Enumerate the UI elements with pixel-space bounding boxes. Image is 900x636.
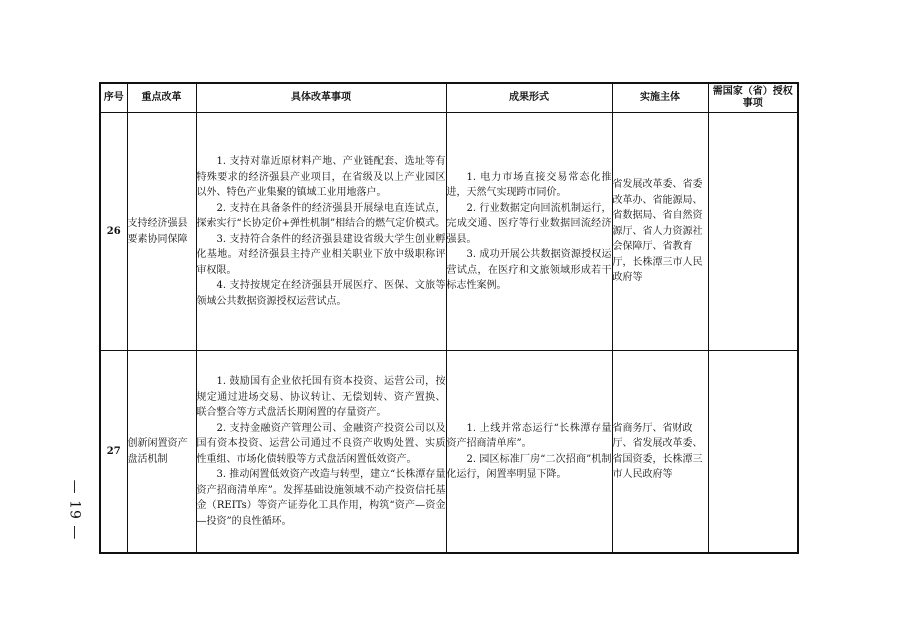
row-reform: 支持经济强县要素协同保障 — [127, 113, 196, 351]
header-body: 实施主体 — [612, 83, 708, 113]
row-body: 省商务厅、省财政厅、省发展改革委、省国资委，长株潭三市人民政府等 — [612, 351, 708, 554]
row-approval — [708, 113, 798, 351]
row-index: 27 — [100, 351, 127, 554]
header-details: 具体改革事项 — [196, 83, 446, 113]
header-results: 成果形式 — [446, 83, 612, 113]
table-row — [100, 113, 798, 351]
table-row — [100, 351, 798, 554]
row-details — [196, 351, 446, 554]
header-approval: 需国家（省）授权事项 — [708, 83, 798, 113]
row-approval — [708, 351, 798, 554]
reform-table — [99, 82, 799, 554]
detail-item: 2. 支持在具备条件的经济强县开展绿电直连试点，探索实行“长协定价+弹性机制”相结合的燃气定价模式。 — [196, 202, 446, 229]
page-number: — 19 — — [66, 479, 82, 541]
row-results — [446, 351, 612, 554]
header-index: 序号 — [100, 83, 127, 113]
row-reform: 创新闲置资产盘活机制 — [127, 351, 196, 554]
detail-item: 1. 鼓励国有企业依托国有资本投资、运营公司，按规定通过进场交易、协议转让、无偿划转、资产置换、联合整合等方式盘活长期闲置的存量资产。 — [196, 376, 446, 418]
row-details — [196, 113, 446, 351]
header-reform: 重点改革 — [127, 83, 196, 113]
row-index: 26 — [100, 113, 127, 351]
result-item: 2. 园区标准厂房“二次招商”机制化运行，闲置率明显下降。 — [446, 453, 612, 480]
detail-item: 3. 推动闲置低效资产改造与转型，建立“长株潭存量资产招商清单库”。发挥基础设施领域不动产投资信托基金（REITs）等资产证券化工具作用，构筑“资产—资金—投资”的良性循环。 — [196, 469, 446, 527]
table-header-row — [100, 83, 798, 113]
result-item: 2. 行业数据定向回流机制运行，完成交通、医疗等行业数据回流经济强县。 — [446, 202, 612, 245]
detail-item: 4. 支持按规定在经济强县开展医疗、医保、文旅等领域公共数据资源授权运营试点。 — [196, 280, 446, 307]
result-item: 3. 成功开展公共数据资源授权运营试点，在医疗和文旅领域形成若干标志性案例。 — [446, 249, 612, 291]
result-item: 1. 上线并常态运行“长株潭存量资产招商清单库”。 — [446, 422, 612, 449]
detail-item: 3. 支持符合条件的经济强县建设省级大学生创业孵化基地。对经济强县主持产业相关职业下放中级职称评审权限。 — [196, 233, 446, 276]
detail-item: 1. 支持对靠近原材料产地、产业链配套、选址等有特殊要求的经济强县产业项目，在省级及以上产业园区以外、特色产业集聚的镇域工业用地落户。 — [196, 156, 446, 198]
detail-item: 2. 支持金融资产管理公司、金融资产投资公司以及国有资本投资、运营公司通过不良资产收购处置、实质性重组、市场化债转股等方式盘活闲置低效资产。 — [196, 422, 446, 465]
result-item: 1. 电力市场直接交易常态化推进，天然气实现跨市同价。 — [446, 171, 612, 198]
row-body: 省发展改革委、省委改革办、省能源局、省数据局、省自然资源厅、省人力资源社会保障厅、省教育厅，长株潭三市人民政府等 — [612, 113, 708, 351]
row-results — [446, 113, 612, 351]
